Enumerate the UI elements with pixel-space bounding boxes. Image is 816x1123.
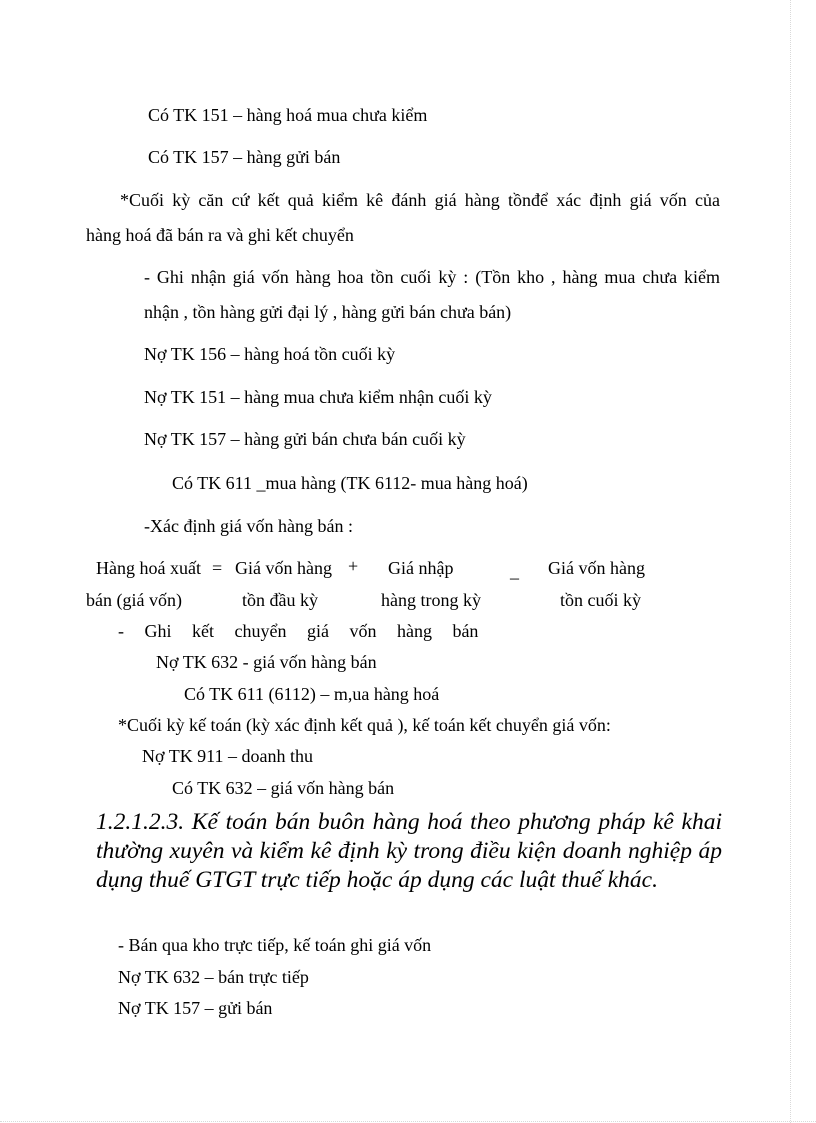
formula-term2-line2: hàng trong kỳ [381, 590, 481, 610]
formula-minus: _ [510, 561, 519, 581]
transfer-cogs-label: - Ghi kết chuyển giá vốn hàng bán [118, 621, 479, 641]
entry-debit-632-direct: Nợ TK 632 – bán trực tiếp [118, 967, 309, 987]
record-ending-stock-line2: nhận , tồn hàng gửi đại lý , hàng gửi bán chưa bán) [144, 302, 512, 322]
entry-debit-911: Nợ TK 911 – doanh thu [142, 746, 314, 766]
entry-debit-157-consignment: Nợ TK 157 – gửi bán [118, 998, 273, 1018]
formula-term3-line2: tồn cuối kỳ [560, 590, 641, 610]
section-heading: 1.2.1.2.3. Kế toán bán buôn hàng hoá theo phương pháp kê khai thường xuyên và kiểm kê định kỳ trong điều kiện doanh nghiệp áp dụng thuế GTGT trực tiếp hoặc áp dụng các luật thuế khác. [96, 809, 722, 893]
formula-plus: + [348, 556, 359, 576]
period-end-paragraph-line2: hàng hoá đã bán ra và ghi kết chuyển [86, 225, 354, 245]
entry-credit-157: Có TK 157 – hàng gửi bán [148, 147, 341, 167]
entry-debit-157: Nợ TK 157 – hàng gửi bán chưa bán cuối kỳ [144, 429, 466, 449]
entry-credit-151: Có TK 151 – hàng hoá mua chưa kiểm [148, 105, 428, 125]
entry-debit-156: Nợ TK 156 – hàng hoá tồn cuối kỳ [144, 344, 396, 364]
cogs-determination-label: -Xác định giá vốn hàng bán : [144, 516, 353, 536]
entry-debit-632: Nợ TK 632 - giá vốn hàng bán [156, 652, 377, 672]
record-ending-stock-line1: - Ghi nhận giá vốn hàng hoa tồn cuối kỳ : (Tồn kho , hàng mua chưa kiểm [144, 267, 720, 287]
entry-credit-611-6112: Có TK 611 (6112) – m,ua hàng hoá [184, 684, 440, 704]
direct-warehouse-sale-label: - Bán qua kho trực tiếp, kế toán ghi giá vốn [118, 935, 432, 955]
entry-credit-632: Có TK 632 – giá vốn hàng bán [172, 778, 395, 798]
formula-term2-line1: Giá nhập [388, 558, 454, 578]
page-edge-right [790, 0, 791, 1123]
formula-lhs-line1: Hàng hoá xuất [96, 558, 201, 578]
formula-lhs-line2: bán (giá vốn) [86, 590, 182, 610]
page-edge-bottom [0, 1121, 816, 1122]
period-end-closing-note: *Cuối kỳ kế toán (kỳ xác định kết quả ), kế toán kết chuyển giá vốn: [118, 715, 611, 735]
formula-term3-line1: Giá vốn hàng [548, 558, 645, 578]
entry-credit-611: Có TK 611 _mua hàng (TK 6112- mua hàng hoá) [172, 473, 528, 493]
formula-term1-line1: Giá vốn hàng [235, 558, 332, 578]
formula-term1-line2: tồn đầu kỳ [242, 590, 318, 610]
entry-debit-151: Nợ TK 151 – hàng mua chưa kiểm nhận cuối kỳ [144, 387, 492, 407]
formula-equals: = [212, 558, 223, 578]
period-end-paragraph-line1: *Cuối kỳ căn cứ kết quả kiểm kê đánh giá hàng tồnđể xác định giá vốn của [120, 190, 720, 210]
